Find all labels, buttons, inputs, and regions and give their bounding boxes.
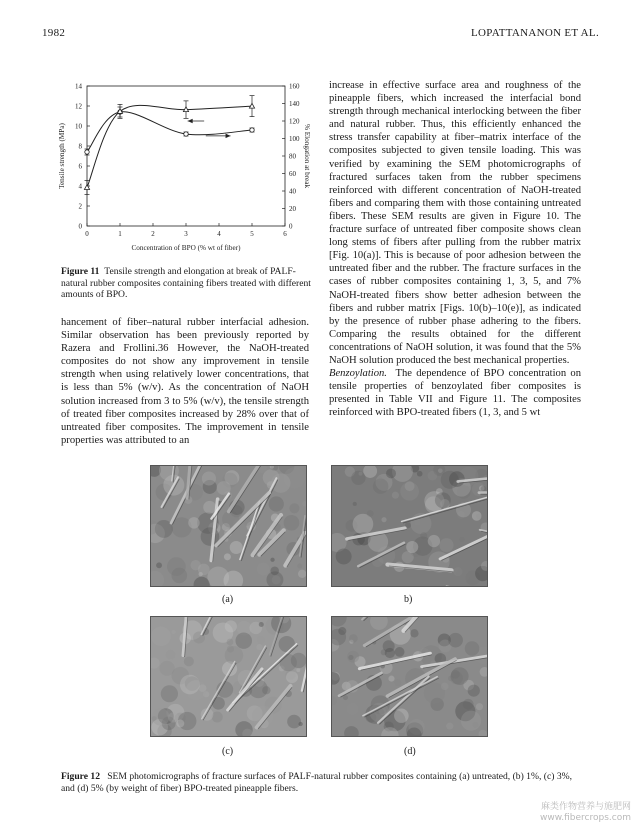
sem-grain	[203, 501, 216, 514]
sem-grain	[392, 492, 399, 499]
sem-grain	[415, 520, 421, 526]
x-tick-label: 4	[217, 230, 221, 238]
sem-grain	[448, 633, 463, 648]
y-left-tick-label: 4	[78, 182, 82, 191]
photo-label-d: (d)	[404, 746, 416, 757]
sem-grain	[227, 639, 234, 646]
y-left-axis-label: Tensile strength (MPa)	[58, 123, 66, 189]
sem-grain	[296, 668, 300, 672]
y-left-tick-label: 10	[75, 122, 82, 131]
sem-grain	[346, 703, 359, 715]
sem-grain	[298, 570, 306, 578]
sem-grain	[400, 482, 419, 501]
sem-grain	[289, 503, 299, 513]
y-right-tick-label: 160	[289, 82, 300, 91]
sem-grain	[468, 685, 480, 697]
sem-grain	[286, 671, 298, 683]
sem-grain	[159, 661, 174, 676]
y-right-tick-label: 80	[289, 152, 296, 161]
figure-12-caption	[61, 771, 581, 794]
data-point-circle	[250, 128, 254, 132]
y-left-tick-label: 12	[75, 102, 82, 111]
sem-grain	[367, 510, 374, 517]
right-column-paragraph-2	[329, 367, 581, 419]
x-tick-label: 1	[118, 230, 122, 238]
sem-grain	[395, 647, 405, 657]
sem-grain	[188, 517, 199, 528]
y-right-tick-label: 120	[289, 117, 300, 126]
sem-grain	[406, 541, 418, 553]
sem-grain	[456, 567, 470, 581]
series-line-circle	[87, 112, 252, 152]
sem-grain	[176, 720, 184, 728]
sem-grain	[257, 563, 270, 576]
sem-grain	[180, 675, 200, 695]
sem-grain	[417, 471, 423, 477]
sem-grain	[184, 656, 194, 666]
sem-grain	[476, 703, 483, 710]
sem-grain	[463, 699, 474, 710]
sem-grain	[336, 549, 352, 565]
sem-grain	[347, 651, 359, 663]
sem-grain	[297, 563, 302, 568]
sem-photo-c	[150, 616, 307, 737]
figure-11-caption-text: Tensile strength and elongation at break of PALF-natural rubber composites containing fibers treated with different amounts of BPO.	[61, 266, 311, 301]
sem-grain	[171, 630, 175, 634]
y-left-tick-label: 8	[78, 142, 82, 151]
sem-grain	[451, 667, 469, 685]
sem-grain	[465, 641, 480, 655]
sem-grain	[256, 644, 262, 650]
figure-11-caption	[61, 266, 311, 301]
sem-grain	[198, 564, 210, 576]
series-line-triangle	[87, 105, 252, 187]
watermark	[540, 802, 631, 824]
sem-grain	[351, 471, 365, 485]
x-tick-label: 2	[151, 230, 155, 238]
sem-grain	[257, 636, 265, 644]
sem-grain	[481, 486, 486, 491]
sem-grain	[446, 723, 453, 730]
sem-grain	[394, 679, 401, 686]
sem-grain	[230, 541, 243, 554]
axis-arrow-head	[226, 134, 231, 138]
sem-grain	[394, 709, 409, 723]
sem-photo-b	[331, 465, 488, 587]
data-point-triangle	[84, 185, 89, 190]
left-text-column	[61, 316, 309, 447]
y-left-tick-label: 0	[78, 222, 82, 231]
x-tick-label: 6	[283, 230, 287, 238]
figure-12-label: Figure 12	[61, 771, 100, 782]
running-header-authors: LOPATTANANON ET AL.	[471, 27, 599, 39]
sem-grain	[166, 650, 176, 660]
right-text-column	[329, 79, 581, 419]
benzoylation-heading: Benzoylation.	[329, 368, 387, 380]
sem-grain	[377, 476, 382, 481]
sem-grain	[202, 471, 216, 485]
figure-11-chart	[50, 78, 312, 258]
x-tick-label: 0	[85, 230, 89, 238]
sem-grain	[472, 511, 482, 521]
y-right-tick-label: 60	[289, 170, 296, 178]
sem-grain	[353, 502, 357, 506]
right-column-paragraph-1: increase in effective surface area and roughness of the pineapple fibers, which increased the interfacial bond strength through mechanical interlocking between the fiber and natural rubber. Thus, this efficiently enhanced the stress transfer capability at fiber–matrix interface of the composites subjected to given tensile loading. This was verified by examining the SEM photomicrographs of fractured surfaces taken from the rubber specimens reinforced with different concentration of NaOH-treated fibers and comparing them with those containing untreated fibers. These SEM results are given in Figure 10. The fracture surface of untreated fiber composite shows clean long stems of fibers after pulling from the rubber matrix [Fig. 10(a)]. This is because of poor adhesion between the untreated fiber and the rubber. The fracture surfaces in the cases of rubber composites containing 1, 3, 5, and 7% NaOH-treated fibers show better adhesion between the fibers and rubber matrix [Figs. 10(b)–10(e)], as indicated by the presence of rubber phase adhering to the fibers. Comparing the results obtained for the different concentrations of NaOH solution, it was found that the 5% NaOH solution produced the best mechanical properties.	[329, 80, 581, 366]
sem-grain	[152, 708, 170, 726]
photo-label-b: b)	[404, 594, 413, 605]
y-right-tick-label: 20	[289, 205, 296, 213]
data-point-circle	[85, 150, 89, 154]
sem-grain	[171, 568, 187, 584]
sem-grain	[349, 634, 358, 643]
sem-grain	[385, 648, 395, 658]
sem-grain	[269, 496, 284, 511]
sem-grain	[410, 629, 418, 637]
axis-arrow-head	[188, 119, 193, 123]
y-right-tick-label: 40	[289, 187, 296, 196]
left-column-paragraph: hancement of fiber–natural rubber interfacial adhesion. Similar observation has been previously reported by Razera and Frollini.36 However, the NaOH-treated composites do not show any improvement in tensile strength when using relatively lower concentrations, that is less than 5% (w/v). As the concentration of NaOH solution increased from 3 to 5% (w/v), the tensile strength of treated fiber composites increased by 28% over that of untreated fiber composites. The improvement in tensile properties was attributed to an	[61, 317, 309, 446]
sem-grain	[388, 676, 394, 682]
sem-grain	[420, 532, 427, 539]
sem-grain	[224, 553, 231, 560]
y-left-tick-label: 14	[75, 82, 82, 91]
y-right-tick-label: 100	[289, 135, 300, 143]
y-right-tick-label: 0	[289, 222, 293, 231]
sem-grain	[168, 712, 178, 722]
sem-grain	[386, 468, 396, 478]
sem-grain	[449, 471, 465, 487]
x-axis-label: Concentration of BPO (% wt of fiber)	[131, 244, 241, 252]
benzoylation-text: The dependence of BPO concentration on tensile properties of benzoylated fiber composites is presented in Table VII and Figure 11. The composites reinforced with BPO-treated fibers (1, 3, and 5 wt	[329, 368, 582, 419]
photo-label-a: (a)	[222, 594, 234, 605]
y-left-tick-label: 2	[78, 202, 82, 211]
sem-grain	[279, 636, 295, 652]
x-tick-label: 3	[184, 230, 188, 238]
y-left-tick-label: 6	[78, 162, 82, 171]
sem-grain	[428, 535, 440, 547]
sem-photo-a	[150, 465, 307, 587]
sem-grain	[161, 685, 178, 702]
sem-grain	[225, 620, 237, 632]
sem-grain	[287, 715, 301, 729]
sem-grain	[259, 622, 264, 627]
sem-grain	[151, 627, 171, 647]
sem-grain	[284, 515, 300, 531]
y-right-tick-label: 140	[289, 100, 300, 108]
figure-11-label: Figure 11	[61, 266, 100, 277]
sem-grain	[435, 492, 451, 508]
sem-grain	[459, 537, 464, 542]
sem-grain	[439, 538, 453, 552]
data-point-circle	[184, 132, 188, 136]
sem-grain	[156, 562, 162, 568]
sem-grain	[343, 695, 348, 700]
sem-photo-d	[331, 616, 488, 737]
figure-12-caption-text: SEM photomicrographs of fracture surfaces of PALF-natural rubber composites containing (a) untreated, (b) 1%, (c) 3%, and (d) 5% (by weight of fiber) BPO-treated pineapple fibers.	[61, 771, 573, 794]
watermark-line-2: www.fibercrops.com	[540, 813, 631, 823]
photo-label-c: (c)	[222, 746, 234, 757]
x-tick-label: 5	[250, 230, 254, 238]
sem-grain	[461, 711, 481, 731]
sem-grain	[235, 633, 252, 649]
watermark-line-1: 麻类作物营养与施肥网	[540, 802, 631, 812]
sem-grain	[212, 711, 223, 722]
y-right-axis-label: % Elongation at break	[303, 123, 311, 189]
sem-grain	[441, 683, 449, 691]
page-number: 1982	[42, 27, 66, 39]
sem-grain	[270, 567, 279, 576]
sem-grain	[381, 517, 386, 522]
sem-grain	[438, 468, 443, 473]
sem-grain	[270, 558, 274, 562]
